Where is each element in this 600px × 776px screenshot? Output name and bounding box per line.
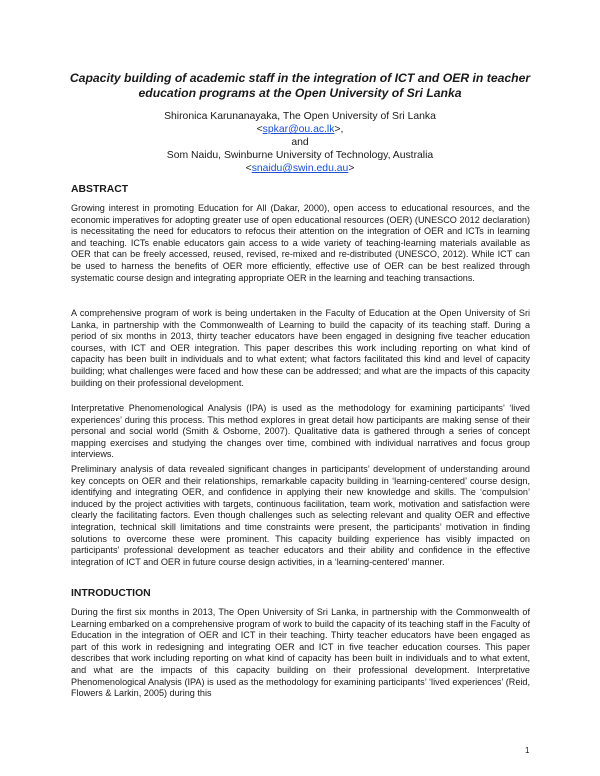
introduction-heading: INTRODUCTION [71, 588, 151, 599]
email-link-1[interactable]: spkar@ou.ac.lk [262, 124, 335, 135]
paper-title: Capacity building of academic staff in the integration of ICT and OER in teacher education programs at the Open University of Sri Lanka [69, 71, 531, 100]
email-1-close: >, [334, 124, 344, 135]
abstract-paragraph-4: Preliminary analysis of data revealed significant changes in participants’ development of understanding around key concepts on OER and their relationships, remarkable capacity building in ‘learning-centered’ course design, identifying and integrating OER, and confidence in applying their new knowledge and skills. The ‘compulsion’ induced by the project activities with targets, continuous facilitation, team work, motivation and satisfaction were clearly the facilitating factors. Even though challenges such as selecting relevant and quality OER and effective integration, technical skill limitations and time constraints were present, the participants’ motivation in finding solutions to overcome these were prominent. This capacity building experience has visibly impacted on participants’ professional development as teacher educators and their ability and confidence in the effective integration of ICT and OER in future course design activities, in a ‘learning-centered’ manner. [71, 464, 530, 567]
email-2-close: > [348, 163, 355, 174]
email-1-open: < [256, 124, 263, 135]
introduction-paragraph: During the first six months in 2013, The Open University of Sri Lanka, in partnership with the Commonwealth of Learning embarked on a comprehensive program of work to build the capacity of its teaching staff in the Faculty of Education in the integration of OER and ICT in their teaching. Thirty teacher educators have been engaged as part of this work in redesigning and integrating OER and ICT in five teacher education courses. This paper describes that work including reporting on what kind of capacity has been built in individuals and to what extent, and what are the impacts of this capacity building on their professional development. Interpretative Phenomenological Analysis (IPA) is used as the methodology for examining participants’ ‘lived experiences’ (Reid, Flowers & Larkin, 2005) during this [71, 607, 530, 699]
email-2-open: < [245, 163, 252, 174]
abstract-heading: ABSTRACT [71, 184, 129, 195]
abstract-paragraph-1: Growing interest in promoting Education for All (Dakar, 2000), open access to educational resources, and the economic imperatives for adopting greater use of open educational resources (OER) (UNESCO 2012 declaration) is necessitating the need for educators to refocus their attention on the integration of OER and ICTs in learning and teaching. ICTs enable educators gain access to a wide variety of teaching-learning materials available as OER that can be freely accessed, reused, revised, re-mixed and re-distributed (UNESCO, 2012). While ICT can be used to harness the benefits of OER more efficiently, effective use of OER can be best realized through systematic course design and integrating appropriate OER in the learning and teaching transactions. [71, 203, 530, 283]
author-1: Shironica Karunanayaka, The Open University of Sri Lanka [164, 111, 436, 122]
email-link-2[interactable]: snaidu@swin.edu.au [251, 163, 349, 174]
abstract-paragraph-2: A comprehensive program of work is being undertaken in the Faculty of Education at the Open University of Sri Lanka, in partnership with the Commonwealth of Learning to build the capacity of its teaching staff. During a period of six months in 2013, thirty teacher educators have been engaged in designing five teacher education courses, with ICT and OER integration. This paper describes this work including reporting on what kind of capacity has been built in individuals and to what extent; what factors facilitated this kind and level of capacity building; what challenges were faced and how these can be addressed; and what are the impacts of this capacity building on their professional development. [71, 308, 530, 388]
abstract-paragraph-3: Interpretative Phenomenological Analysis (IPA) is used as the methodology for examining participants’ ‘lived experiences’ during this process. This method explores in great detail how participants are making sense of their personal and social world (Smith & Osborne, 2007). Qualitative data is gathered through a series of concept mapping exercises and studying the changes over time, combined with individual narratives and focus group interviews. [71, 403, 530, 460]
author-separator: and [291, 137, 309, 148]
author-1-email-line [80, 123, 520, 136]
author-2-email-line [80, 162, 520, 175]
author-2: Som Naidu, Swinburne University of Technology, Australia [166, 150, 434, 161]
author-block [80, 110, 520, 175]
page-number: 1 [525, 746, 530, 755]
